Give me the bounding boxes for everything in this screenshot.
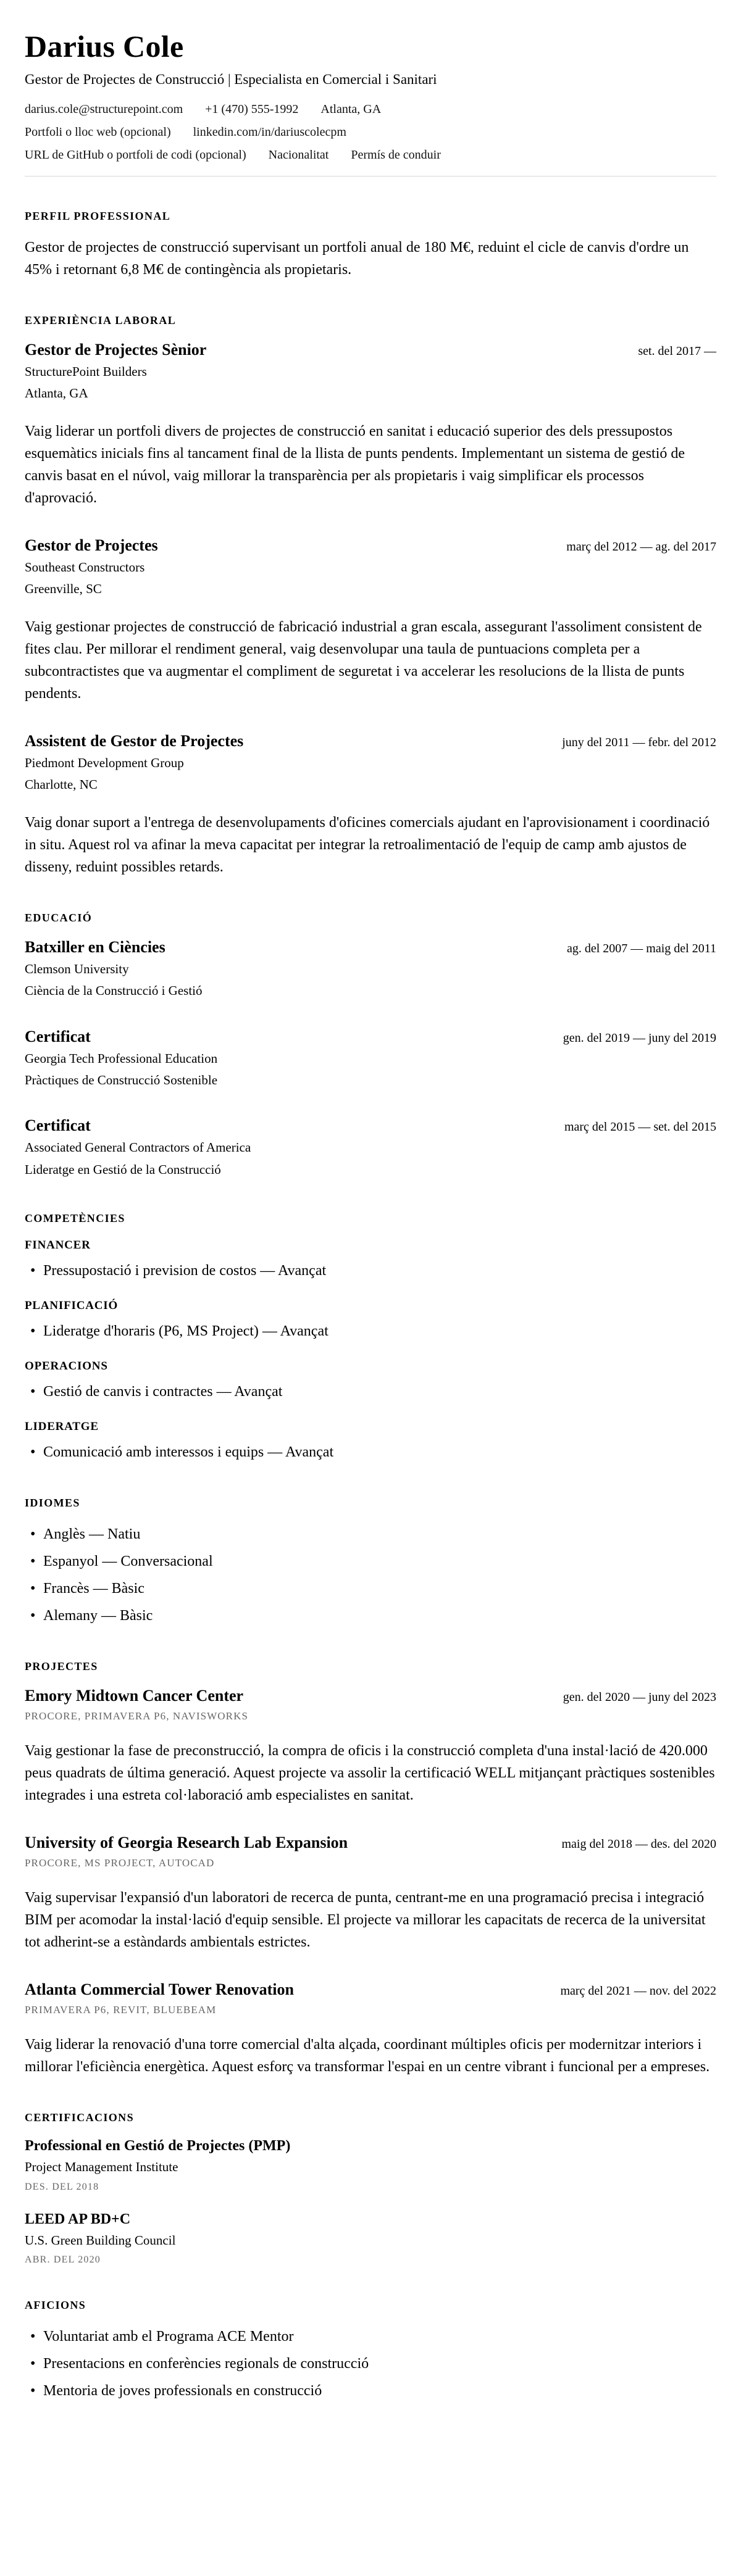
job-entry-head	[25, 536, 716, 555]
job-description: Vaig liderar un portfoli divers de projectes de construcció en sanitat i educació superior des dels pressupostos esquemàtics inicials fins al tancament final de la llista de punts pendents. Implementant un sistema de gestió de canvis basat en el núvol, vaig millorar la transparència per als propietaris i vaig simplificar els processos d'aprovació.	[25, 423, 685, 506]
location-text: Atlanta, GA	[320, 102, 382, 116]
job-company: Piedmont Development Group	[25, 755, 184, 770]
section-experience	[25, 314, 716, 878]
certification-org: U.S. Green Building Council	[25, 2232, 176, 2248]
project-entry-2	[25, 1834, 716, 1953]
project-tools: PROCORE, PRIMAVERA P6, NAVISWORKS	[25, 1710, 249, 1722]
certifications-heading: CERTIFICACIONS	[25, 2111, 134, 2124]
skill-item: • Gestió de canvis i contractes — Avançat	[25, 1381, 716, 1403]
skill-group-operacions	[25, 1360, 716, 1403]
contact-row-1	[25, 102, 716, 117]
linkedin-text: linkedin.com/in/dariuscolecpm	[193, 125, 346, 139]
field-of-study: Ciència de la Construcció i Gestió	[25, 983, 203, 999]
project-entry-3	[25, 1980, 716, 2078]
project-entry-head	[25, 1834, 716, 1852]
driving-license-text: Permís de conduir	[351, 148, 441, 162]
job-company: StructurePoint Builders	[25, 364, 147, 379]
degree-title: Certificat	[25, 1116, 91, 1135]
skill-list	[25, 1260, 716, 1282]
phone-text: +1 (470) 555-1992	[205, 102, 299, 116]
skill-list	[25, 1441, 716, 1463]
education-entry-1	[25, 938, 716, 1000]
language-item: • Anglès — Natiu	[25, 1523, 716, 1545]
certification-entry-1	[25, 2138, 716, 2192]
education-dates: març del 2015 — set. del 2015	[564, 1120, 716, 1134]
skill-group-name: PLANIFICACIÓ	[25, 1299, 119, 1313]
school-name: Clemson University	[25, 961, 129, 976]
certification-entry-2	[25, 2211, 716, 2266]
certification-date: ABR. DEL 2020	[25, 2254, 101, 2266]
skill-group-financer	[25, 1239, 716, 1282]
job-title: Gestor de Projectes Sènior	[25, 341, 207, 359]
hobby-item: • Mentoria de joves professionals en construcció	[25, 2380, 716, 2402]
person-name: Darius Cole	[25, 29, 184, 64]
skill-item: • Comunicació amb interessos i equips — Avançat	[25, 1441, 716, 1463]
job-company: Southeast Constructors	[25, 559, 145, 575]
skill-group-name: OPERACIONS	[25, 1360, 108, 1373]
skill-item: • Lideratge d'horaris (P6, MS Project) — Avançat	[25, 1320, 716, 1342]
project-tools: PROCORE, MS PROJECT, AUTOCAD	[25, 1857, 215, 1869]
hobbies-heading: AFICIONS	[25, 2299, 86, 2312]
language-item: • Francès — Bàsic	[25, 1577, 716, 1600]
job-entry-head	[25, 341, 716, 359]
skill-item: • Pressupostació i prevision de costos — Avançat	[25, 1260, 716, 1282]
experience-heading: EXPERIÈNCIA LABORAL	[25, 314, 177, 326]
project-entry-head	[25, 1980, 716, 1999]
school-name: Georgia Tech Professional Education	[25, 1050, 218, 1066]
degree-title: Certificat	[25, 1027, 91, 1045]
job-location: Charlotte, NC	[25, 777, 98, 792]
project-title: Atlanta Commercial Tower Renovation	[25, 1980, 294, 1999]
contact-row-2	[25, 125, 716, 139]
school-name: Associated General Contractors of America	[25, 1140, 251, 1155]
section-profile	[25, 210, 716, 281]
portfolio-placeholder-text: Portfoli o lloc web (opcional)	[25, 125, 171, 139]
github-placeholder-text: URL de GitHub o portfoli de codi (opcional)	[25, 148, 246, 162]
skill-group-planificacio	[25, 1299, 716, 1342]
project-description: Vaig liderar la renovació d'una torre comercial d'alta alçada, coordinant múltiples oficis per modernitzar interiors i millorar l'eficiència energètica. Aquest esforç va transformar l'espai en un centre vibrant i funcional per a empreses.	[25, 2037, 710, 2075]
contact-row-3	[25, 148, 716, 162]
job-entry-2	[25, 536, 716, 705]
language-item: • Alemany — Bàsic	[25, 1605, 716, 1627]
job-entry-1	[25, 341, 716, 509]
project-entry-head	[25, 1687, 716, 1705]
job-title: Assistent de Gestor de Projectes	[25, 731, 244, 750]
education-dates: gen. del 2019 — juny del 2019	[563, 1031, 716, 1045]
project-tools: PRIMAVERA P6, REVIT, BLUEBEAM	[25, 2004, 217, 2016]
language-item: • Espanyol — Conversacional	[25, 1550, 716, 1573]
job-location: Greenville, SC	[25, 581, 102, 597]
certification-title: LEED AP BD+C	[25, 2211, 131, 2227]
hobby-list	[25, 2325, 716, 2402]
job-location: Atlanta, GA	[25, 386, 88, 401]
projects-heading: PROJECTES	[25, 1660, 98, 1673]
skill-group-name: LIDERATGE	[25, 1420, 99, 1434]
job-dates: juny del 2011 — febr. del 2012	[562, 735, 716, 749]
project-title: University of Georgia Research Lab Expansion	[25, 1834, 348, 1852]
resume-header	[25, 28, 716, 177]
project-dates: maig del 2018 — des. del 2020	[561, 1837, 716, 1851]
hobby-item: • Presentacions en conferències regionals de construcció	[25, 2353, 716, 2375]
job-entry-head	[25, 732, 716, 750]
project-entry-1	[25, 1687, 716, 1806]
profile-heading: PERFIL PROFESSIONAL	[25, 210, 171, 222]
section-projects	[25, 1660, 716, 2078]
language-list	[25, 1523, 716, 1627]
education-entry-2	[25, 1028, 716, 1090]
field-of-study: Pràctiques de Construcció Sostenible	[25, 1072, 218, 1087]
section-skills	[25, 1212, 716, 1463]
education-heading: EDUCACIÓ	[25, 911, 93, 924]
job-description: Vaig gestionar projectes de construcció de fabricació industrial a gran escala, assegurant l'assoliment consistent de fites clau. Per millorar el rendiment general, vaig desenvolupar una taula de puntuacions completa per a subcontractistes que va augmentar el compliment de seguretat i va accelerar les resolucions de la llista de punts pendents.	[25, 618, 702, 702]
job-description: Vaig donar suport a l'entrega de desenvolupaments d'oficines comercials ajudant en l'aprovisionament i coordinació in situ. Aquest rol va afinar la meva capacitat per integrar la retroalimentació de l'equip de camp amb ajustos de disseny, reduint possibles retards.	[25, 814, 710, 875]
job-dates: set. del 2017 —	[638, 344, 716, 358]
job-dates: març del 2012 — ag. del 2017	[566, 539, 716, 554]
skill-list	[25, 1320, 716, 1342]
profile-summary: Gestor de projectes de construcció supervisant un portfoli anual de 180 M€, reduint el cicle de canvis d'ordre un 45% i retornant 6,8 M€ de contingència als propietaris.	[25, 239, 689, 278]
project-description: Vaig gestionar la fase de preconstrucció, la compra de oficis i la construcció completa d'una instal·lació de 420.000 peus quadrats de última generació. Aquest projecte va assolir la certificació WELL mitjançant pràctiques sostenibles integrades i una estreta col·laboració amb especialistes en sanitat.	[25, 1743, 715, 1804]
certification-date: DES. DEL 2018	[25, 2181, 99, 2192]
project-dates: març del 2021 — nov. del 2022	[560, 1984, 716, 1998]
certification-org: Project Management Institute	[25, 2159, 178, 2175]
project-title: Emory Midtown Cancer Center	[25, 1687, 244, 1705]
certification-title: Professional en Gestió de Projectes (PMP)	[25, 2138, 291, 2154]
education-entry-head	[25, 1028, 716, 1046]
job-title: Gestor de Projectes	[25, 536, 158, 554]
email-text: darius.cole@structurepoint.com	[25, 102, 183, 116]
education-entry-3	[25, 1116, 716, 1179]
skills-heading: COMPETÈNCIES	[25, 1212, 125, 1225]
section-certifications	[25, 2111, 716, 2266]
section-languages	[25, 1497, 716, 1627]
hobby-item: • Voluntariat amb el Programa ACE Mentor	[25, 2325, 716, 2348]
section-education	[25, 912, 716, 1179]
education-entry-head	[25, 1116, 716, 1135]
nationality-text: Nacionalitat	[268, 148, 329, 162]
degree-title: Batxiller en Ciències	[25, 937, 165, 956]
education-dates: ag. del 2007 — maig del 2011	[567, 941, 716, 955]
skill-group-name: FINANCER	[25, 1239, 91, 1252]
project-dates: gen. del 2020 — juny del 2023	[563, 1690, 716, 1705]
skill-list	[25, 1381, 716, 1403]
field-of-study: Lideratge en Gestió de la Construcció	[25, 1161, 221, 1177]
job-entry-3	[25, 732, 716, 878]
section-hobbies	[25, 2299, 716, 2402]
project-description: Vaig supervisar l'expansió d'un laboratori de recerca de punta, centrant-me en una programació precisa i integració BIM per acomodar la instal·lació d'equip sensible. El projecte va millorar les capacitats de recerca de la universitat tot adherint-se a estàndards ambientals estrictes.	[25, 1890, 706, 1951]
professional-title: Gestor de Projectes de Construcció | Especialista en Comercial i Sanitari	[25, 72, 437, 87]
header-divider	[25, 176, 716, 177]
education-entry-head	[25, 938, 716, 957]
skill-group-lideratge	[25, 1420, 716, 1463]
languages-heading: IDIOMES	[25, 1497, 80, 1510]
